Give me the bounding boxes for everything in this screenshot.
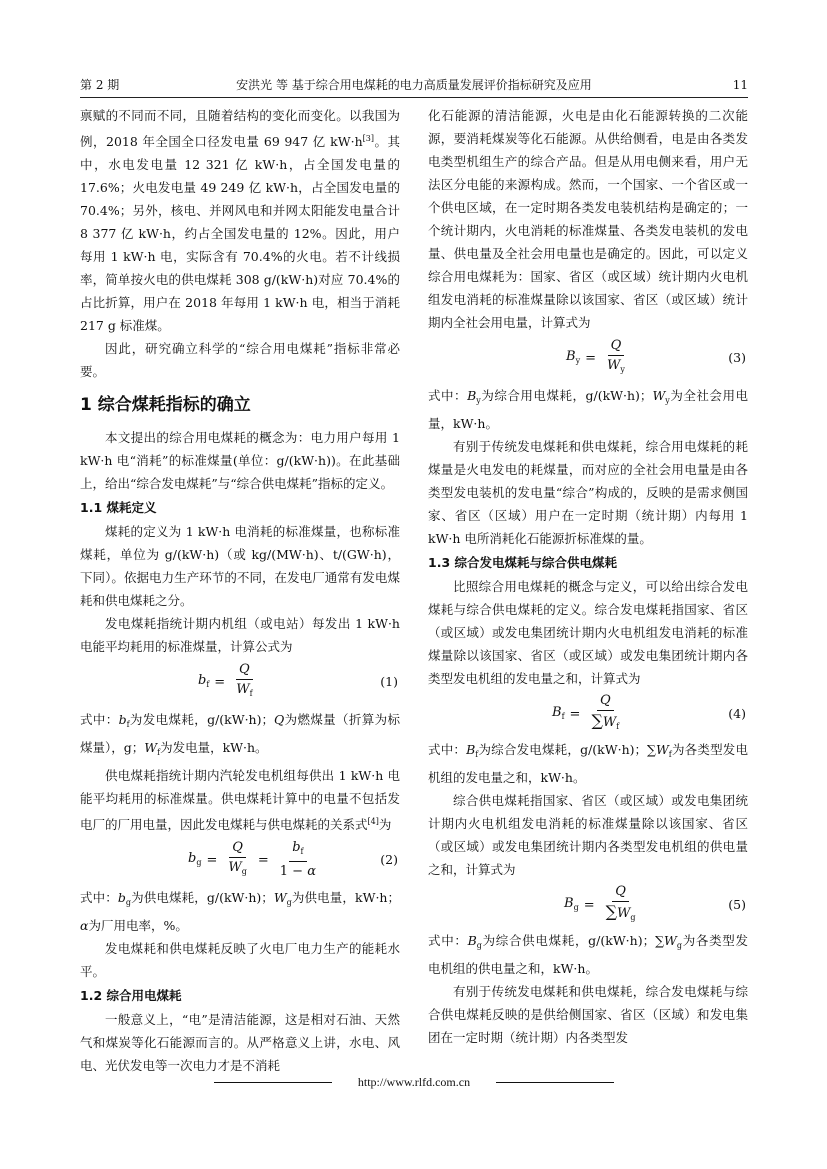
equation-3-legend: 式中：$B_y$为综合用电煤耗，g/(kW·h)；$W_y$为全社会用电量，kW·h。 xyxy=(428,388,748,431)
left-column xyxy=(80,104,400,1077)
equation-number: (5) xyxy=(728,897,746,912)
footer-rule-left xyxy=(214,1082,332,1083)
equation-4-legend: 式中：$B_f$为综合发电煤耗，g/(kW·h)；$\sum W_f$为各类型发电机组的发电量之和，kW·h。 xyxy=(428,742,748,785)
equation-2-legend: 式中：$b_g$为供电煤耗，g/(kW·h)；$W_g$为供电量，kW·h；α为厂用电率，%。 xyxy=(80,890,400,933)
paragraph-continued: 化石能源的清洁能源，火电是由化石能源转换的二次能源，要消耗煤炭等化石能源。从供给侧看，电是由各类发电类型机组生产的综合产品。但是从用电侧来看，用户无法区分电能的来源构成。然而，一个国家、一个省区或一个供电区域，在一定时期各类发电装机结构是确定的；一个统计期内，火电消耗的标准煤量、各类发电装机的发电量、供电量及全社会用电量也是确定的。因此，可以定义综合用电煤耗为：国家、省区（或区域）统计期内火电机组发电消耗的标准煤量除以该国家、省区（或区域）统计期内全社会用电量，计算式为 xyxy=(428,108,748,330)
equation-2: $b_g$ = $\frac{Q}{W_g}$ = $\frac{b_f}{1 - \alpha}$ (2) xyxy=(188,840,398,879)
paragraph-last: 有别于传统发电煤耗和供电煤耗，综合发电煤耗与综合供电煤耗反映的是供给侧国家、省区（区域）和发电集团在一定时期（统计期）内各类型发 xyxy=(428,984,748,1045)
equation-number: (4) xyxy=(728,706,746,721)
paragraph-reflect: 发电煤耗和供电煤耗反映了火电厂电力生产的能耗水平。 xyxy=(80,941,400,979)
paragraph-generation-coal: 发电煤耗指统计期内机组（或电站）每发出 1 kW·h 电能平均耗用的标准煤量，计算公式为 xyxy=(80,616,400,654)
paragraph-definition: 煤耗的定义为 1 kW·h 电消耗的标准煤量，也称标准煤耗，单位为 g/(kW·h)（或 kg/(MW·h)、t/(GW·h)，下同）。依据电力生产环节的不同，在发电厂通常有发电煤耗和供电煤耗之分。 xyxy=(80,524,400,608)
paragraph-difference: 有别于传统发电煤耗和供电煤耗，综合用电煤耗的耗煤量是火电发电的耗煤量，而对应的全社会用电量是由各类型发电装机的发电量“综合”构成的，反映的是需求侧国家、省区（区域）用户在一定时期（统计期）内每用 1 kW·h 电所消耗化石能源折标准煤的量。 xyxy=(428,439,748,546)
equation-5: $B_g$ = $\frac{Q}{\sum W_g}$ (5) xyxy=(564,884,746,922)
header-rule xyxy=(80,97,748,98)
citation-4[interactable]: [4] xyxy=(367,817,379,826)
equation-1: $b_f$ = $\frac{Q}{W_f}$ (1) xyxy=(198,662,398,698)
equation-number: (2) xyxy=(380,852,398,867)
citation-3[interactable]: [3] xyxy=(362,134,374,143)
running-header xyxy=(80,76,748,94)
paragraph-supply-definition: 综合供电煤耗指国家、省区（或区域）或发电集团统计期内火电机组发电消耗的标准煤量除以该国家、省区（或区域）或发电集团统计期内各类型发电机组的供电量之和，计算式为 xyxy=(428,793,748,877)
paragraph-therefore: 因此，研究确立科学的“综合用电煤耗”指标非常必要。 xyxy=(80,341,400,379)
paragraph-general: 一般意义上，“电”是清洁能源，这是相对石油、天然气和煤炭等化石能源而言的。从严格意义上讲，水电、风电、光伏发电等一次电力才是不消耗 xyxy=(80,1012,400,1073)
equation-3: $B_y$ = $\frac{Q}{W_y}$ (3) xyxy=(566,338,746,374)
subsection-heading-1-2: 1.2 综合用电煤耗 xyxy=(80,988,182,1003)
footer-url[interactable]: http://www.rlfd.com.cn xyxy=(357,1075,471,1089)
right-column xyxy=(428,104,748,1049)
section-heading-1: 1 综合煤耗指标的确立 xyxy=(80,395,251,415)
subsection-heading-1-1: 1.1 煤耗定义 xyxy=(80,500,157,515)
equation-1-legend: 式中：$b_f$为发电煤耗，g/(kW·h)；Q为燃煤量（折算为标煤量），g；$W_f$为发电量，kW·h。 xyxy=(80,712,400,757)
paragraph-supply-coal: 供电煤耗指统计期内汽轮发电机组每供出 1 kW·h 电能平均耗用的标准煤量。供电煤耗计算中的电量不包括发电厂的厂用电量，因此发电煤耗与供电煤耗的关系式[4]为 xyxy=(80,768,400,832)
paragraph-analogy: 比照综合用电煤耗的概念与定义，可以给出综合发电煤耗与综合供电煤耗的定义。综合发电煤耗指国家、省区（或区域）或发电集团统计期内火电机组发电消耗的标准煤量除以该国家、省区（或区域）或发电集团统计期内各类型发电机组的发电量之和，计算式为 xyxy=(428,579,748,686)
paragraph-concept: 本文提出的综合用电煤耗的概念为：电力用户每用 1 kW·h 电“消耗”的标准煤量(单位：g/(kW·h))。在此基础上，给出“综合发电煤耗”与“综合供电煤耗”指标的定义。 xyxy=(80,430,400,491)
running-title: 安洪光 等 基于综合用电煤耗的电力高质量发展评价指标研究及应用 xyxy=(236,78,592,92)
equation-5-legend: 式中：$B_g$为综合供电煤耗，g/(kW·h)；$\sum W_g$为各类型发电机组的供电量之和，kW·h。 xyxy=(428,933,748,976)
equation-number: (3) xyxy=(728,350,746,365)
footer-rule-right xyxy=(496,1082,614,1083)
equation-number: (1) xyxy=(380,674,398,689)
issue-label: 第 2 期 xyxy=(80,78,120,92)
equation-4: $B_f$ = $\frac{Q}{\sum W_f}$ (4) xyxy=(552,693,746,731)
page-number: 11 xyxy=(732,78,748,92)
paragraph-intro: 禀赋的不同而不同，且随着结构的变化而变化。以我国为例，2018 年全国全口径发电量 69 947 亿 kW·h[3]。其中，水电发电量 12 321 亿 kW·h，占全国发电量的 17.6%；火电发电量 49 249 亿 kW·h，占全国发电量的 70.4%；另外，核电、并网风电和并网太阳能发电量合计 8 377 亿 kW·h，约占全国发电量的 12%。因此，用户每用 1 kW·h 电，实际含有 70.4%的火电。若不计线损率，简单按火电的供电煤耗 308 g/(kW·h)对应 70.4%的占比折算，用户在 2018 年每用 1 kW·h 电，相当于消耗 217 g 标准煤。 xyxy=(80,108,400,333)
subsection-heading-1-3: 1.3 综合发电煤耗与综合供电煤耗 xyxy=(428,555,617,570)
